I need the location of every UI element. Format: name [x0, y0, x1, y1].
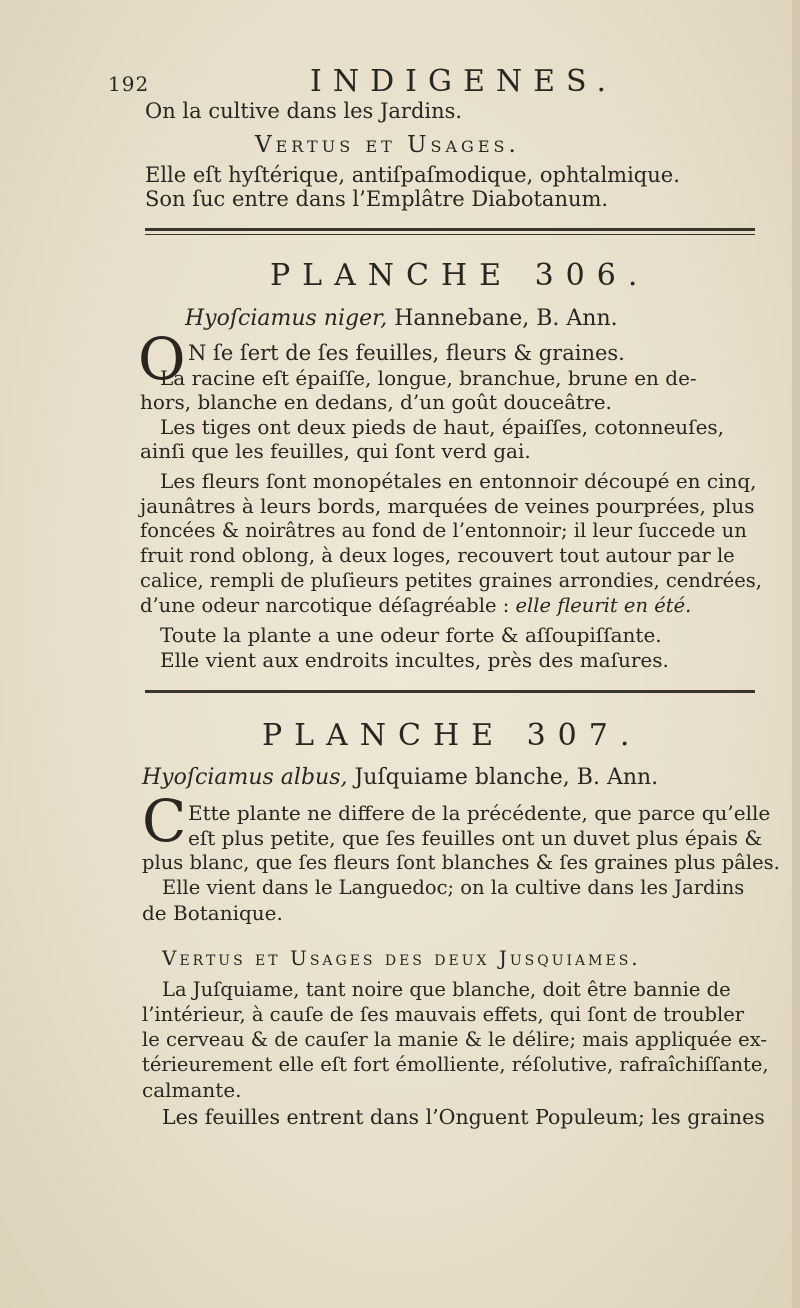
text-line: de Botanique. [142, 901, 283, 925]
vertus-title-1: Vertus et Usages. [255, 132, 520, 158]
divider-rule [145, 690, 755, 693]
text-line: Elle vient dans le Languedoc; on la cultive dans les Jardins [162, 876, 745, 899]
text-line [140, 593, 691, 619]
drop-cap: C [142, 787, 187, 855]
text-line: le cerveau & de cauſer la manie & le délire; mais appliquée ex- [142, 1028, 767, 1051]
page-number: 192 [108, 72, 150, 96]
planche-306-heading [185, 306, 618, 332]
text-line: l’intérieur, à cauſe de ſes mauvais effets, qui ſont de troubler [142, 1003, 745, 1026]
latin-name: Hyoſciamus niger, [185, 306, 388, 331]
vertus-title-2: Vertus et Usages des deux Jusquiames. [162, 946, 641, 970]
text-line: Ette plante ne differe de la précédente, que parce qu’elle [188, 801, 771, 825]
text-line: Les fleurs ſont monopétales en entonnoir découpé en cinq, [160, 469, 757, 493]
text-line: Les feuilles entrent dans l’Onguent Populeum; les graines [162, 1105, 765, 1129]
planche-307-title: PLANCHE 307. [262, 718, 642, 753]
text-line: Toute la plante a une odeur forte & aſſoupiſſante. [160, 623, 662, 647]
planche-307-heading [142, 765, 658, 791]
text-line: hors, blanche en dedans, d’un goût douceâtre. [140, 390, 612, 414]
common-names: Hannebane, B. Ann. [394, 306, 618, 331]
common-names: Juſquiame blanche, B. Ann. [354, 765, 659, 790]
text-line: eſt plus petite, que ſes feuilles ont un duvet plus épais & [188, 826, 763, 850]
text-line: Les tiges ont deux pieds de haut, épaiſſes, cotonneuſes, [160, 415, 725, 439]
text-line: Elle vient aux endroits incultes, près des maſures. [160, 648, 669, 672]
text-line: plus blanc, que ſes fleurs ſont blanches & ſes graines plus pâles. [142, 851, 780, 874]
text-line: calice, rempli de pluſieurs petites graines arrondies, cendrées, [140, 569, 762, 592]
drop-cap: O [138, 325, 186, 393]
text-line: térieurement elle eſt fort émolliente, réſolutive, rafraîchiſſante, [142, 1053, 769, 1076]
running-title: INDIGENES. [310, 64, 618, 99]
text-line: fruit rond oblong, à deux loges, recouvert tout autour par le [140, 544, 735, 567]
text-fragment: d’une odeur narcotique déſagréable : [140, 594, 510, 617]
text-line: ainſi que les feuilles, qui ſont verd gai. [140, 439, 531, 463]
text-line: On la cultive dans les Jardins. [145, 99, 463, 123]
text-line: Son ſuc entre dans l’Emplâtre Diabotanum. [145, 187, 609, 211]
page-edge [792, 0, 800, 1308]
italic-fragment: elle fleurit en été. [515, 594, 692, 617]
text-line: jaunâtres à leurs bords, marquées de veines pourprées, plus [140, 494, 755, 518]
text-line: La Juſquiame, tant noire que blanche, doit être bannie de [162, 978, 731, 1001]
text-line: calmante. [142, 1078, 242, 1102]
text-line: N ſe ſert de ſes feuilles, fleurs & graines. [188, 341, 625, 365]
text-line: La racine eſt épaiſſe, longue, branchue, brune en de- [160, 366, 697, 390]
divider-rule-thin [145, 234, 755, 235]
text-line: foncées & noirâtres au fond de l’entonnoir; il leur ſuccede un [140, 519, 747, 542]
planche-306-title: PLANCHE 306. [270, 258, 650, 293]
divider-rule [145, 228, 755, 231]
text-line: Elle eſt hyſtérique, antiſpaſmodique, ophtalmique. [145, 163, 680, 187]
latin-name: Hyoſciamus albus, [142, 765, 348, 790]
